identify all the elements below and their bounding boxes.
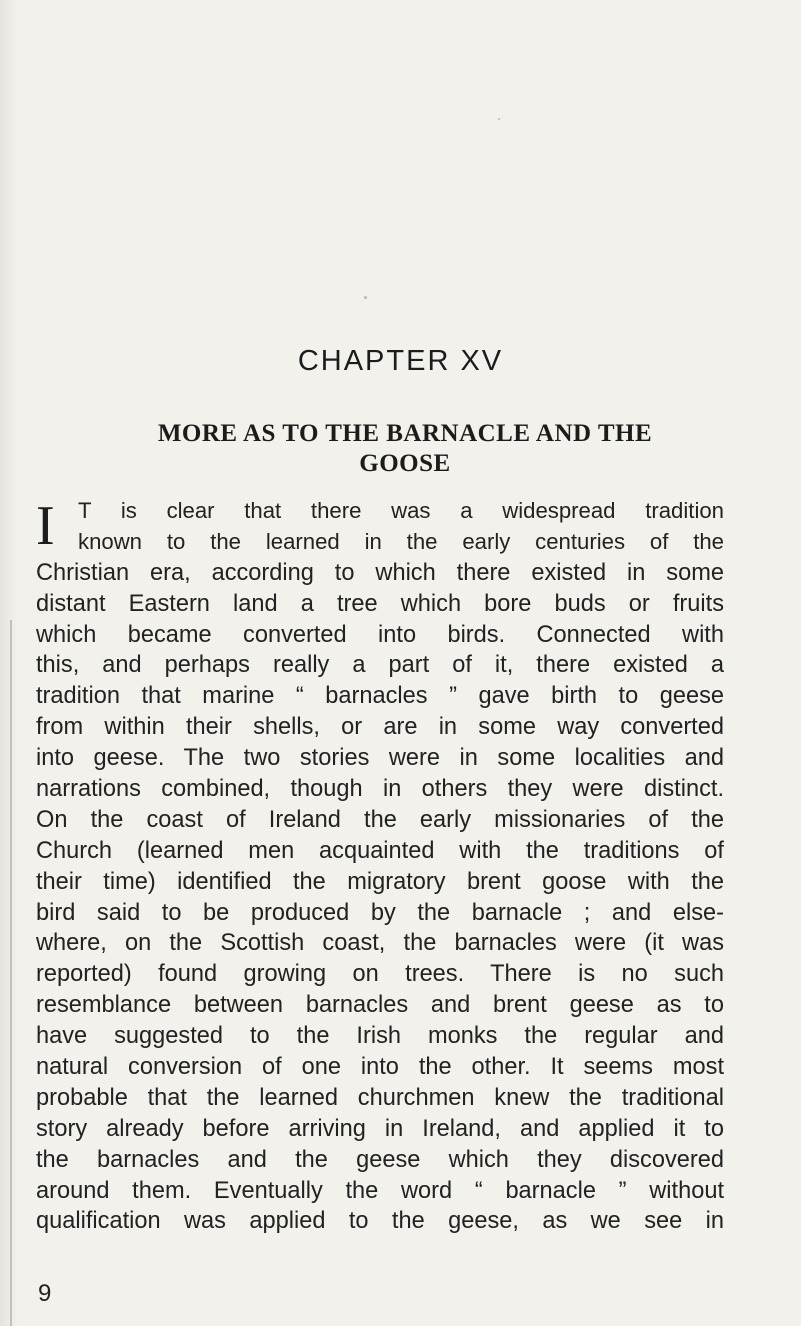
- dropcap-letter: I: [36, 495, 55, 557]
- text-line: story already before arriving in Ireland, and applied it to: [36, 1115, 724, 1142]
- text-line: Christian era, according to which there existed in some: [36, 559, 724, 586]
- page-gutter-line: [10, 620, 12, 1326]
- text-line: known to the learned in the early centuries of the: [78, 528, 724, 554]
- chapter-subtitle-line-1: MORE AS TO THE BARNACLE AND THE: [157, 420, 653, 447]
- paper-speck: [498, 118, 500, 120]
- text-line: the barnacles and the geese which they discovered: [36, 1146, 724, 1173]
- text-line: resemblance between barnacles and brent geese as to: [36, 992, 724, 1019]
- chapter-title: CHAPTER XV: [297, 345, 504, 377]
- text-line: narrations combined, though in others they were distinct.: [36, 776, 724, 803]
- text-line: tradition that marine “ barnacles ” gave birth to geese: [36, 683, 724, 710]
- text-line: qualification was applied to the geese, as we see in: [36, 1208, 724, 1235]
- text-line: around them. Eventually the word “ barnacle ” without: [36, 1177, 724, 1204]
- text-line: T is clear that there was a widespread tradition: [78, 498, 724, 523]
- text-line: probable that the learned churchmen knew the traditional: [36, 1084, 724, 1111]
- chapter-subtitle-line-2: GOOSE: [359, 450, 451, 477]
- text-line: where, on the Scottish coast, the barnacles were (it was: [36, 930, 724, 957]
- page-number: 9: [38, 1280, 52, 1307]
- page-gutter-shadow: [0, 0, 18, 1326]
- text-line: distant Eastern land a tree which bore buds or fruits: [36, 590, 724, 617]
- text-line: into geese. The two stories were in some localities and: [36, 745, 724, 772]
- text-line: this, and perhaps really a part of it, there existed a: [36, 652, 724, 679]
- text-line: which became converted into birds. Connected with: [36, 621, 724, 648]
- text-line: reported) found growing on trees. There is no such: [36, 961, 724, 988]
- body-paragraph: [36, 496, 724, 1237]
- text-line: bird said to be produced by the barnacle ; and else-: [36, 899, 724, 926]
- chapter-subtitle: [70, 419, 740, 479]
- dropcap-block: [36, 496, 724, 558]
- text-line: their time) identified the migratory brent goose with the: [36, 868, 724, 895]
- text-line: natural conversion of one into the other. It seems most: [36, 1054, 724, 1081]
- paper-speck: [364, 296, 367, 299]
- text-line: Church (learned men acquainted with the traditions of: [36, 837, 724, 864]
- text-line: On the coast of Ireland the early missionaries of the: [36, 806, 724, 833]
- text-line: from within their shells, or are in some way converted: [36, 714, 724, 741]
- text-line: have suggested to the Irish monks the regular and: [36, 1023, 724, 1050]
